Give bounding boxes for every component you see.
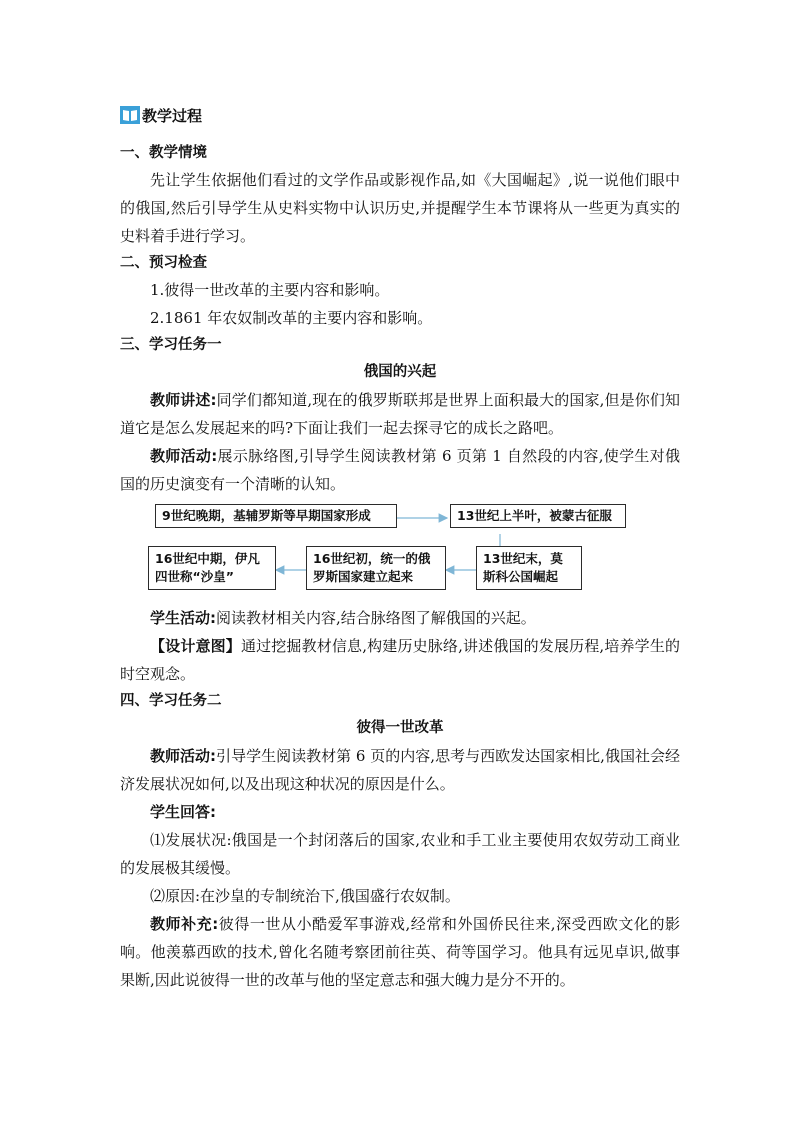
teacher-supplement-label: 教师补充: [150, 915, 219, 933]
timeline-node-5: 16世纪中期，伊凡四世称“沙皇” [148, 546, 276, 590]
teacher-narration [120, 386, 680, 442]
student-activity [120, 604, 680, 632]
answer-item-2: ⑵原因:在沙皇的专制统治下,俄国盛行农奴制。 [150, 887, 460, 905]
student-answer [120, 798, 680, 826]
subtitle-peter-reform: 彼得一世改革 [356, 720, 444, 736]
preview-item-1: 1.彼得一世改革的主要内容和影响。 [150, 281, 390, 299]
section-heading-4: 四、学习任务二 [120, 693, 222, 709]
section-heading-1: 一、教学情境 [120, 145, 207, 161]
process-title: 教学过程 [142, 106, 203, 125]
timeline-node-4: 16世纪初，统一的俄罗斯国家建立起来 [306, 546, 446, 590]
teacher-supplement [120, 910, 680, 994]
teacher-activity-label: 教师活动: [150, 447, 218, 465]
process-title-row [120, 102, 680, 128]
teacher-activity-text: 展示脉络图,引导学生阅读教材第 6 页第 1 自然段的内容,使学生对俄国的历史演变有一个清晰的认知。 [120, 447, 681, 493]
teacher-activity-1 [120, 442, 680, 498]
answer-item-1: ⑴发展状况:俄国是一个封闭落后的国家,农业和手工业主要使用农奴劳动工商业的发展极其缓慢。 [120, 831, 680, 877]
document-page [120, 102, 680, 994]
teacher-activity-2-text: 引导学生阅读教材第 6 页的内容,思考与西欧发达国家相比,俄国社会经济发展状况如何,以及出现这种状况的原因是什么。 [120, 747, 681, 793]
book-icon [120, 105, 140, 125]
timeline-node-1: 9世纪晚期，基辅罗斯等早期国家形成 [155, 504, 397, 528]
student-answer-label: 学生回答: [150, 803, 216, 821]
student-activity-label: 学生活动: [150, 609, 216, 627]
preview-item-2: 2.1861 年农奴制改革的主要内容和影响。 [150, 309, 433, 327]
section-1-paragraph: 先让学生依据他们看过的文学作品或影视作品,如《大国崛起》,说一说他们眼中的俄国,然后引导学生从史料实物中认识历史,并提醒学生本节课将从一些更为真实的史料着手进行学习。 [120, 171, 680, 245]
teacher-narration-text: 同学们都知道,现在的俄罗斯联邦是世界上面积最大的国家,但是你们知道它是怎么发展起来的吗?下面让我们一起去探寻它的成长之路吧。 [120, 391, 680, 437]
teacher-activity-2-label: 教师活动: [150, 747, 217, 765]
section-heading-3: 三、学习任务一 [120, 337, 222, 353]
design-intent [120, 632, 680, 688]
timeline-node-3: 13世纪末，莫斯科公国崛起 [476, 546, 582, 590]
teacher-activity-2 [120, 742, 680, 798]
section-heading-2: 二、预习检查 [120, 255, 207, 271]
teacher-supplement-text: 彼得一世从小酷爱军事游戏,经常和外国侨民往来,深受西欧文化的影响。他羡慕西欧的技术,曾化名随考察团前往英、荷等国学习。他具有远见卓识,做事果断,因此说彼得一世的改革与他的坚定意志和强大魄力是分不开的。 [120, 915, 681, 989]
subtitle-rise-of-russia: 俄国的兴起 [363, 364, 437, 380]
timeline-diagram [120, 504, 680, 600]
design-intent-label: 【设计意图】 [150, 637, 241, 655]
teacher-narration-label: 教师讲述: [150, 391, 217, 409]
design-intent-text: 通过挖掘教材信息,构建历史脉络,讲述俄国的发展历程,培养学生的时空观念。 [120, 637, 680, 683]
timeline-node-2: 13世纪上半叶，被蒙古征服 [450, 504, 626, 528]
student-activity-text: 阅读教材相关内容,结合脉络图了解俄国的兴起。 [216, 609, 536, 627]
